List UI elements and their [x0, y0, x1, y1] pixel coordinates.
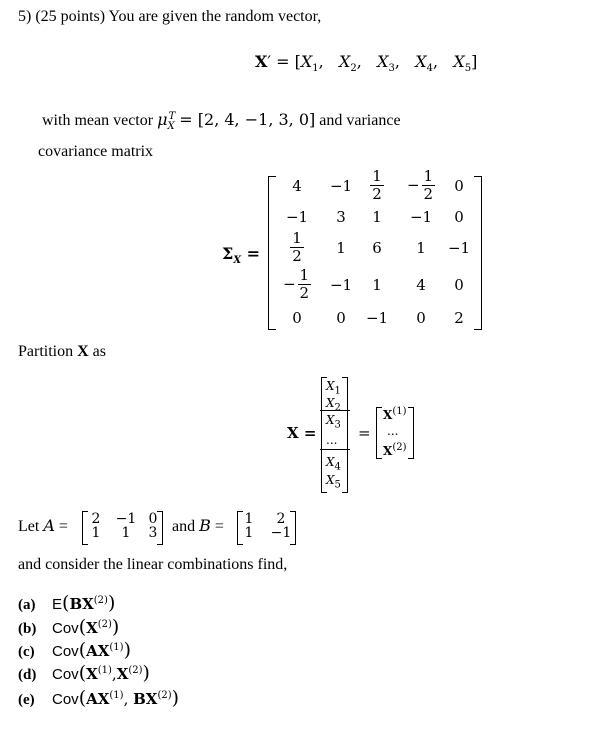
sigma-cell-r2-c4: −1 — [409, 208, 433, 226]
question-label: (a) — [18, 597, 36, 613]
and-b-label: and B = — [172, 516, 224, 535]
mean-vector-line: with mean vector $\mu_X^T = [2$, 4, −1, 3, 0] and variance — [42, 110, 401, 133]
sigma-cell-r5-c2: 0 — [336, 309, 346, 327]
sigma-cell-r5-c5: 2 — [454, 309, 464, 327]
block-ellipsis: ... — [387, 424, 399, 438]
question-function: Cov — [52, 691, 79, 708]
partition-equals: = — [358, 424, 371, 442]
question-argument: $(X^{(1)},X^{(2)})$ — [78, 662, 150, 684]
matrix-a-cell-r1-c1: 2 — [91, 511, 101, 527]
sigma-cell-r4-c2: −1 — [329, 276, 353, 294]
sigma-cell-r4-c1: − $\frac{1}{2}$ — [282, 266, 310, 302]
question-function: Cov — [52, 643, 79, 660]
matrix-a-cell-r2-c1: 1 — [91, 525, 101, 541]
matrix-a-cell-r1-c3: 0 — [148, 511, 158, 527]
sigma-label: $\Sigma_X$ = — [222, 244, 261, 267]
partition-entry-3: $X_3$ — [326, 413, 341, 431]
question-function: Cov — [52, 620, 79, 637]
block-x2: $X^{(2)}$ — [383, 442, 407, 458]
sigma-cell-r4-c3: 1 — [372, 276, 382, 294]
sigma-cell-r2-c1: −1 — [285, 208, 309, 226]
sigma-cell-r3-c3: 6 — [372, 239, 382, 257]
block-left-bracket — [376, 407, 382, 459]
question-label: (b) — [18, 621, 37, 637]
question-3 — [18, 639, 131, 661]
mean-text: with mean vector — [42, 112, 154, 129]
sigma-cell-r2-c3: 1 — [372, 208, 382, 226]
question-argument: (AX$^{(1)}$, BX$^{(2)}$) — [78, 687, 180, 709]
sigma-cell-r1-c5: 0 — [454, 177, 464, 195]
question-function: E — [52, 596, 63, 613]
sigma-cell-r2-c2: 3 — [336, 208, 346, 226]
partition-entry-2: $X_2$ — [326, 396, 341, 414]
matrix-b-cell-r1-c1: 1 — [244, 511, 254, 527]
block-x1: $X^{(1)}$ — [383, 406, 407, 422]
matrix-b-cell-r1-c2: 2 — [276, 511, 286, 527]
question-label: (d) — [18, 667, 37, 683]
sigma-cell-r1-c2: −1 — [329, 177, 353, 195]
sigma-cell-r1-c4: − $\frac{1}{2}$ — [406, 167, 434, 203]
sigma-cell-r3-c1: $\frac{1}{2}$ — [292, 229, 302, 265]
question-argument: (AX$^{(1)}$) — [78, 639, 131, 661]
partition-entry-6: $X_5$ — [326, 473, 341, 491]
sigma-cell-r2-c5: 0 — [454, 208, 464, 226]
and-variance: and variance — [319, 112, 401, 129]
block-right-bracket — [408, 407, 414, 459]
sigma-cell-r3-c2: 1 — [336, 239, 346, 257]
sigma-cell-r1-c1: 4 — [292, 177, 302, 195]
partition-rule-bottom — [320, 449, 350, 450]
question-function: Cov — [52, 666, 79, 683]
partition-entry-5: $X_4$ — [326, 455, 341, 473]
partition-right-bracket — [342, 377, 348, 493]
matrix-a-cell-r2-c2: 1 — [121, 525, 131, 541]
question-2 — [18, 616, 119, 638]
sigma-cell-r5-c1: 0 — [292, 309, 302, 327]
matrix-b-cell-r2-c1: 1 — [244, 525, 254, 541]
question-label: (c) — [18, 644, 35, 660]
question-label: (e) — [18, 692, 35, 708]
question-5 — [18, 687, 179, 709]
sigma-cell-r1-c3: $\frac{1}{2}$ — [372, 167, 382, 203]
problem-header: 5) (25 points) You are given the random vector, — [18, 8, 322, 25]
sigma-cell-r5-c4: 0 — [416, 309, 426, 327]
question-1 — [18, 592, 115, 614]
covariance-label: covariance matrix — [38, 143, 154, 160]
matrix-b-cell-r2-c2: −1 — [270, 525, 292, 541]
sigma-cell-r5-c3: −1 — [365, 309, 389, 327]
sigma-cell-r4-c4: 4 — [416, 276, 426, 294]
sigma-left-bracket — [268, 176, 276, 330]
sigma-cell-r3-c4: 1 — [416, 239, 426, 257]
sigma-cell-r3-c5: −1 — [447, 239, 471, 257]
x-partition-label: X = — [287, 424, 317, 442]
partition-line: Partition X as — [18, 343, 106, 360]
matrix-a-cell-r1-c2: −1 — [115, 511, 137, 527]
vector-x-transpose: $X' = [X_1$, $X_2$, $X_3$, $X_4$, $X_5$] — [255, 52, 478, 75]
let-label: Let A = — [18, 516, 68, 535]
partition-entry-1: $X_1$ — [326, 379, 341, 397]
partition-entry-4: ... — [326, 433, 338, 447]
matrix-a-cell-r2-c3: 3 — [148, 525, 158, 541]
mean-values: [2, 4, −1, 3, 0] — [197, 110, 316, 129]
question-argument: (BX$^{(2)}$) — [62, 592, 116, 614]
question-argument: $(X^{(2)})$ — [78, 616, 120, 638]
question-4 — [18, 662, 150, 684]
sigma-cell-r4-c5: 0 — [454, 276, 464, 294]
consider-text: and consider the linear combinations find, — [18, 556, 288, 573]
